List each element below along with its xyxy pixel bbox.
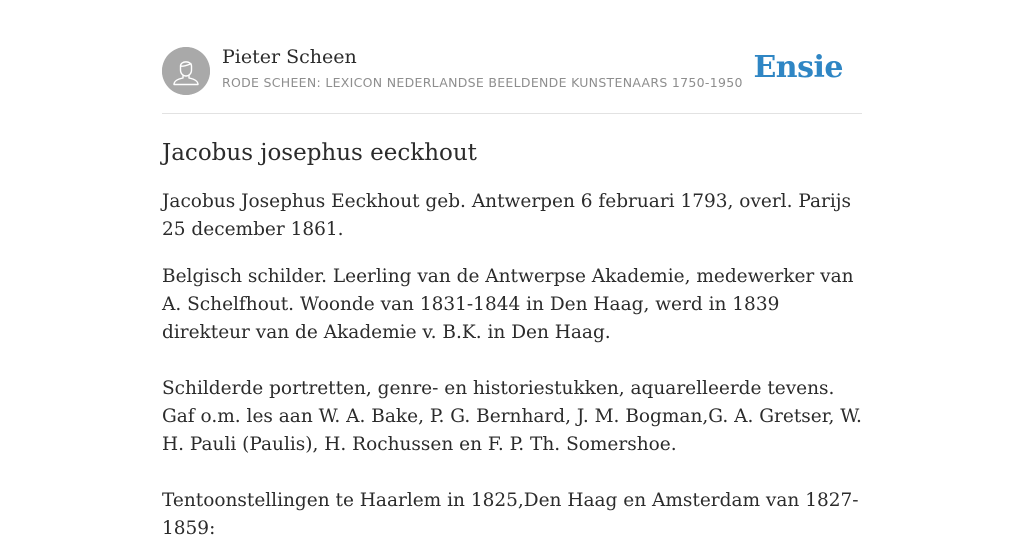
page xyxy=(162,0,862,543)
source-title[interactable]: RODE SCHEEN: LEXICON NEDERLANDSE BEELDENDE KUNSTENAARS 1750-1950 xyxy=(222,75,743,90)
author-name[interactable]: Pieter Scheen xyxy=(222,46,357,68)
author-avatar[interactable] xyxy=(162,47,210,95)
author-header xyxy=(162,46,862,114)
article-paragraph: Schilderde portretten, genre- en historiestukken, aquarelleerde tevens. Gaf o.m. les aan W. A. Bake, P. G. Bernhard, J. M. Bogman,G. A. Gretser, W. H. Pauli (Paulis), H. Rochussen en F. P. Th. Somershoe. xyxy=(162,378,862,455)
page-title: Jacobus josephus eeckhout xyxy=(162,140,477,166)
paragraph-gap xyxy=(162,459,862,487)
article-content xyxy=(162,188,862,543)
article-paragraph: Jacobus Josephus Eeckhout geb. Antwerpen 6 februari 1793, overl. Parijs 25 december 1861. xyxy=(162,191,851,240)
user-avatar-icon xyxy=(162,47,210,95)
article-paragraph: Belgisch schilder. Leerling van de Antwerpse Akademie, medewerker van A. Schelfhout. Woonde van 1831-1844 in Den Haag, werd in 1839 direkteur van de Akademie v. B.K. in Den Haag. xyxy=(162,266,854,343)
paragraph-gap xyxy=(162,347,862,375)
article-paragraph: Tentoonstellingen te Haarlem in 1825,Den Haag en Amsterdam van 1827-1859: xyxy=(162,490,859,539)
ensie-logo[interactable]: Ensie xyxy=(753,50,843,85)
